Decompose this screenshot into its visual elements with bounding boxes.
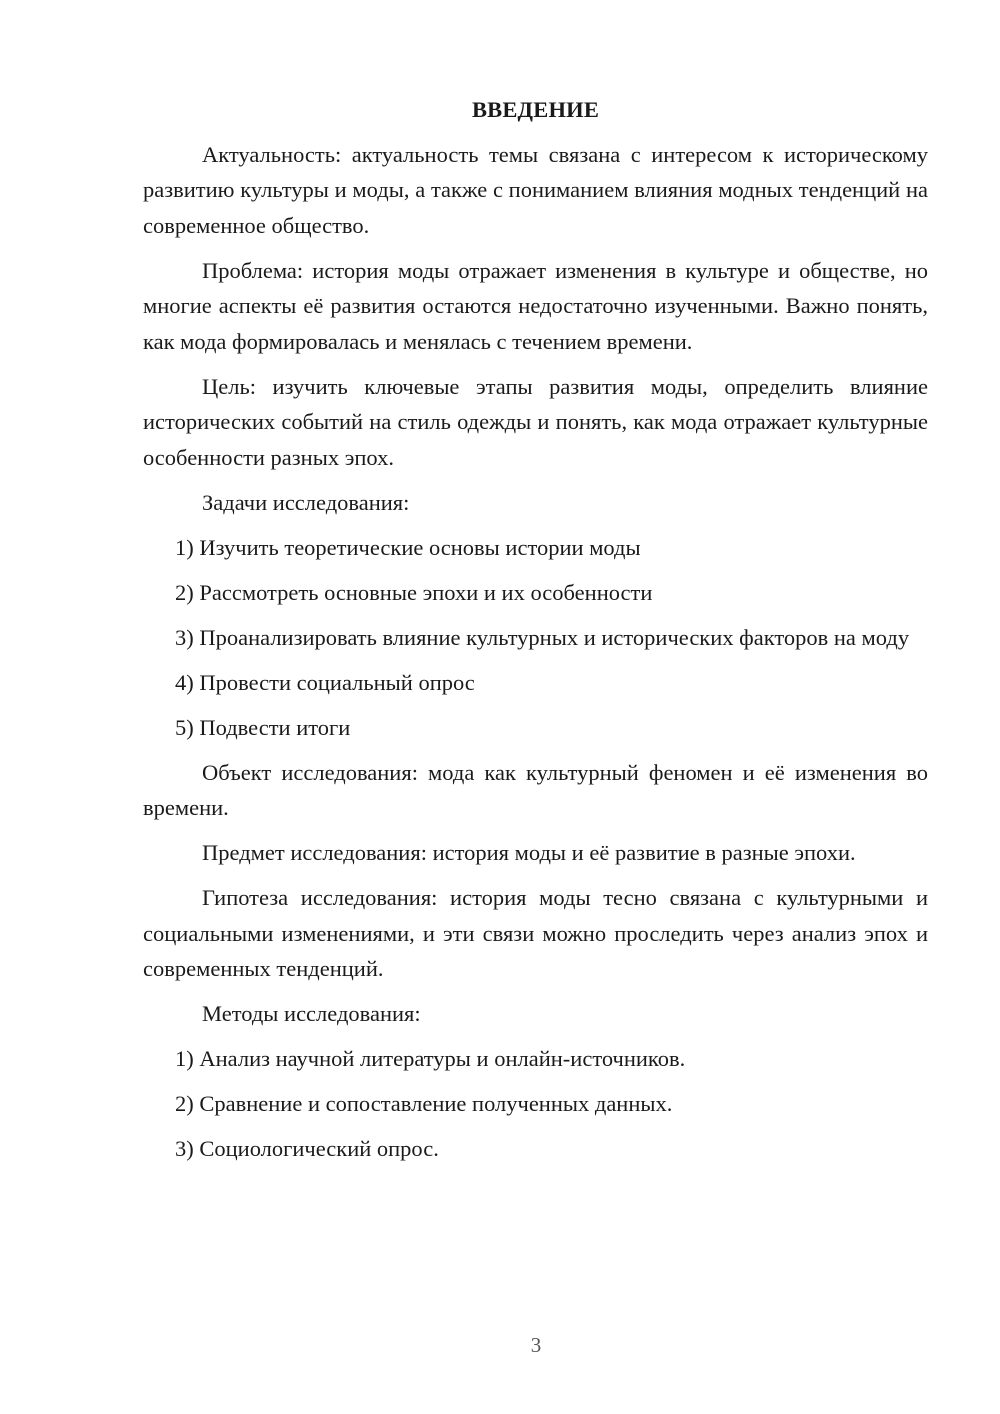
task-item-4: 4) Провести социальный опрос: [175, 669, 475, 695]
task-item-2: 2) Рассмотреть основные эпохи и их особенности: [175, 579, 653, 605]
method-item-3: 3) Социологический опрос.: [175, 1136, 439, 1161]
method-item-1: 1) Анализ научной литературы и онлайн-источников.: [175, 1046, 686, 1071]
paragraph-hypothesis: Гипотеза исследования: история моды тесно связана с культурными и социальными изменениями, и эти связи можно проследить через анализ эпох и современных тенденций.: [143, 885, 928, 981]
task-item-1: 1) Изучить теоретические основы истории моды: [175, 534, 641, 560]
task-item-5: 5) Подвести итоги: [175, 714, 351, 740]
page-number: 3: [530, 1333, 542, 1357]
paragraph-tasks-heading: Задачи исследования:: [202, 489, 410, 515]
paragraph-subject: Предмет исследования: история моды и её развитие в разные эпохи.: [202, 840, 856, 865]
paragraph-goal: Цель: изучить ключевые этапы развития моды, определить влияние исторических событий на стиль одежды и понять, как мода отражает культурные особенности разных эпох.: [143, 373, 928, 470]
section-title: ВВЕДЕНИЕ: [471, 97, 600, 122]
method-item-2: 2) Сравнение и сопоставление полученных данных.: [175, 1091, 673, 1116]
paragraph-methods-heading: Методы исследования:: [202, 1001, 421, 1026]
task-item-3: 3) Проанализировать влияние культурных и исторических факторов на моду: [175, 624, 910, 650]
paragraph-object: Объект исследования: мода как культурный феномен и её изменения во времени.: [143, 759, 928, 820]
paragraph-problem: Проблема: история моды отражает изменения в культуре и обществе, но многие аспекты её развития остаются недостаточно изученными. Важно понять, как мода формировалась и менялась с течением времени.: [143, 257, 928, 354]
paragraph-relevance: Актуальность: актуальность темы связана с интересом к историческому развитию культуры и моды, а также с пониманием влияния модных тенденций на современное общество.: [143, 141, 928, 238]
document-body: [143, 92, 928, 1176]
